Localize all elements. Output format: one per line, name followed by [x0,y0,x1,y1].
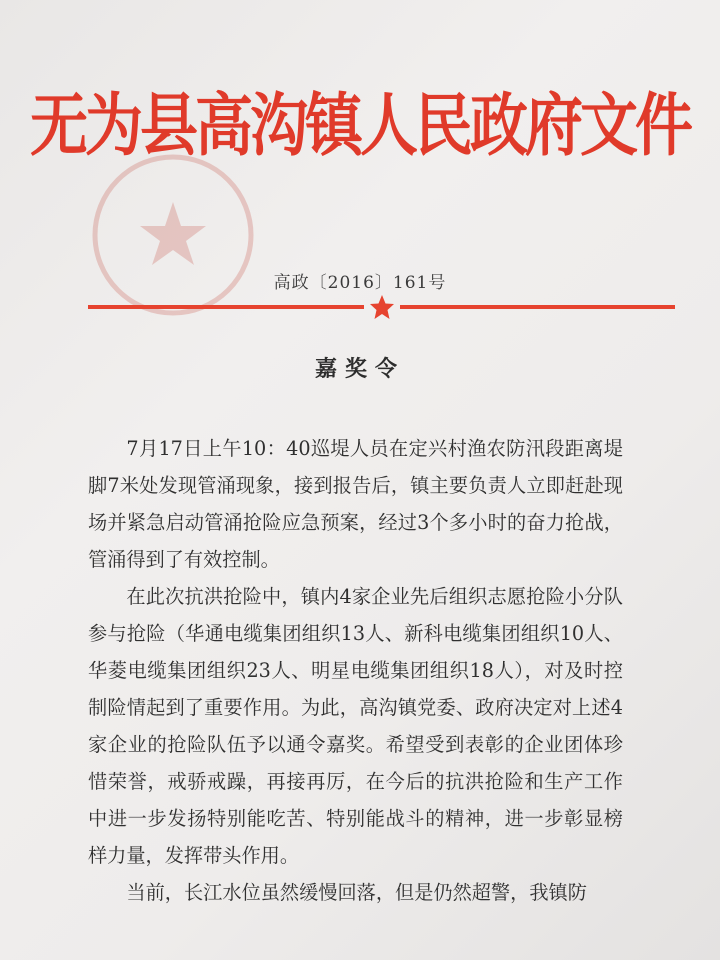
red-rule-left [88,305,364,309]
issuing-authority-title: 无为县高沟镇人民政府文件 [30,85,691,166]
body-paragraph: 7月17日上午10：40巡堤人员在定兴村渔农防汛段距离堤脚7米处发现管涌现象，接到报告后，镇主要负责人立即赶赴现场并紧急启动管涌抢险应急预案，经过3个多小时的奋力抢战，管涌得到了有效控制。 [88,437,623,571]
body-paragraph: 当前，长江水位虽然缓慢回落，但是仍然超警，我镇防 [126,881,587,904]
document-number: 高政〔2016〕161号 [273,273,447,293]
document-heading: 嘉奖令 [314,356,405,382]
official-seal-stamp [88,150,258,320]
document-body [88,430,623,911]
body-paragraph: 在此次抗洪抢险中，镇内4家企业先后组织志愿抢险小分队参与抢险（华通电缆集团组织13人、新科电缆集团组织10人、华菱电缆集团组织23人、明星电缆集团组织18人），对及时控制险情起到了重要作用。为此，高沟镇党委、政府决定对上述4家企业的抢险队伍予以通令嘉奖。希望受到表彰的企业团体珍惜荣誉，戒骄戒躁，再接再厉，在今后的抗洪抢险和生产工作中进一步发扬特别能吃苦、特别能战斗的精神，进一步彰显榜样力量，发挥带头作用。 [88,585,623,867]
red-rule-right [400,305,675,309]
red-star-icon [369,294,395,320]
